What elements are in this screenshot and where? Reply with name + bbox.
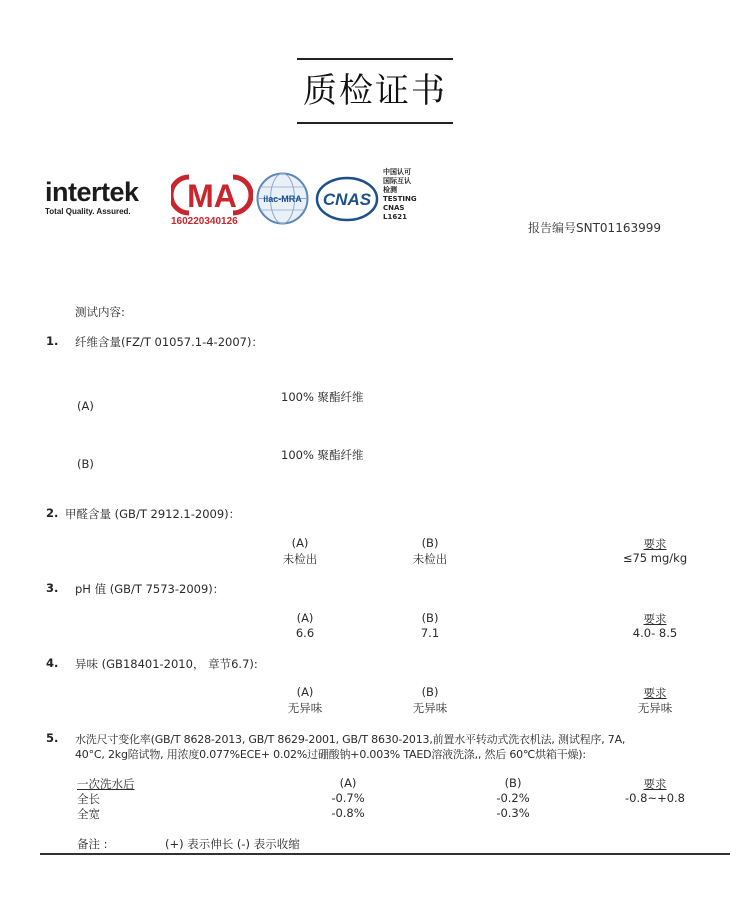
section1-title: 纤维含量(FZ/T 01057.1-4-2007)： bbox=[75, 335, 263, 349]
section2-val-a: 未检出 bbox=[282, 552, 318, 566]
bottom-divider bbox=[40, 853, 730, 855]
cnas-mark-icon bbox=[315, 176, 379, 222]
section1-row-b-label: (B) bbox=[77, 457, 94, 471]
ma-mark-icon bbox=[171, 174, 253, 216]
section3-col-req: 要求 bbox=[643, 612, 667, 626]
section4-number: 4. bbox=[46, 656, 59, 670]
cnas-line: TESTING bbox=[383, 195, 417, 203]
section5-title-line1: 水洗尺寸变化率(GB/T 8628-2013, GB/T 8629-2001, GB/T 8630-2013,前置水平转动式洗衣机法, 测试程序, 7A, bbox=[75, 733, 626, 746]
section5-row-width-b: -0.3% bbox=[496, 806, 530, 820]
intertek-logo bbox=[45, 178, 139, 216]
section4-val-a: 无异味 bbox=[287, 701, 323, 715]
cnas-line: 国际互认 bbox=[383, 177, 411, 185]
section2-col-req: 要求 bbox=[643, 537, 667, 551]
ilac-mra-logo bbox=[255, 171, 310, 226]
section1-number: 1. bbox=[46, 334, 59, 348]
section3-col-b: (B) bbox=[421, 611, 439, 625]
section2-col-a: (A) bbox=[291, 536, 309, 550]
section5-row-length-req: -0.8~+0.8 bbox=[625, 791, 685, 805]
section3-val-a: 6.6 bbox=[295, 626, 315, 640]
section4-col-b: (B) bbox=[421, 685, 439, 699]
section2-val-b: 未检出 bbox=[412, 552, 448, 566]
section5-col-a: (A) bbox=[339, 776, 357, 790]
section1-row-a-label: (A) bbox=[77, 399, 94, 413]
section5-number: 5. bbox=[46, 731, 59, 745]
intertek-tagline: Total Quality. Assured. bbox=[45, 207, 131, 216]
intertek-brand: intertek bbox=[45, 177, 139, 207]
cnas-line: 中国认可 bbox=[383, 168, 411, 176]
section1-row-a-value: 100% 聚酯纤维 bbox=[281, 390, 364, 404]
note-label: 备注 : bbox=[77, 837, 108, 851]
section3-val-req: 4.0- 8.5 bbox=[632, 626, 678, 640]
section3-number: 3. bbox=[46, 581, 59, 595]
section5-row-width-label: 全宽 bbox=[77, 807, 100, 821]
certificate-title: 质检证书 bbox=[297, 58, 453, 124]
section4-val-b: 无异味 bbox=[412, 701, 448, 715]
section3-col-a: (A) bbox=[296, 611, 314, 625]
section2-val-req: ≤75 mg/kg bbox=[622, 551, 688, 565]
cnas-line: CNAS L1621 bbox=[383, 204, 407, 221]
section2-title: 甲醛含量 (GB/T 2912.1-2009)： bbox=[65, 507, 241, 521]
section5-col-req: 要求 bbox=[643, 777, 667, 791]
cnas-text: CNAS bbox=[322, 190, 372, 209]
section4-val-req: 无异味 bbox=[637, 701, 673, 715]
section5-col-b: (B) bbox=[504, 776, 522, 790]
section5-row-width-a: -0.8% bbox=[331, 806, 365, 820]
ma-text: MA bbox=[187, 178, 237, 214]
cnas-caption bbox=[383, 168, 417, 222]
section5-header-label: 一次洗水后 bbox=[77, 777, 135, 791]
section1-row-b-value: 100% 聚酯纤维 bbox=[281, 448, 364, 462]
note-text: (+) 表示伸长 (-) 表示收缩 bbox=[165, 837, 300, 851]
ilac-text: ilac-MRA bbox=[263, 194, 302, 204]
section5-title-line2: 40°C, 2kg陪试物, 用浓度0.077%ECE+ 0.02%过硼酸钠+0.003% TAED溶液洗涤,, 然后 60℃烘箱干燥): bbox=[75, 748, 586, 761]
section2-number: 2. bbox=[46, 506, 59, 520]
ilac-globe-icon bbox=[255, 171, 310, 226]
section5-row-length-label: 全长 bbox=[77, 792, 100, 806]
section5-row-length-b: -0.2% bbox=[496, 791, 530, 805]
section5-row-length-a: -0.7% bbox=[331, 791, 365, 805]
cnas-line: 检测 bbox=[383, 186, 397, 194]
ma-code: 160220340126 bbox=[171, 216, 238, 227]
section2-col-b: (B) bbox=[421, 536, 439, 550]
section4-col-a: (A) bbox=[296, 685, 314, 699]
section3-val-b: 7.1 bbox=[420, 626, 440, 640]
test-content-label: 测试内容: bbox=[75, 305, 125, 319]
ma-logo bbox=[171, 174, 251, 228]
report-number: 报告编号SNT01163999 bbox=[528, 221, 662, 235]
section4-title: 异味 (GB18401-2010， 章节6.7): bbox=[75, 657, 258, 671]
section3-title: pH 值 (GB/T 7573-2009)： bbox=[75, 582, 225, 596]
section4-col-req: 要求 bbox=[643, 686, 667, 700]
cnas-logo bbox=[315, 176, 379, 222]
